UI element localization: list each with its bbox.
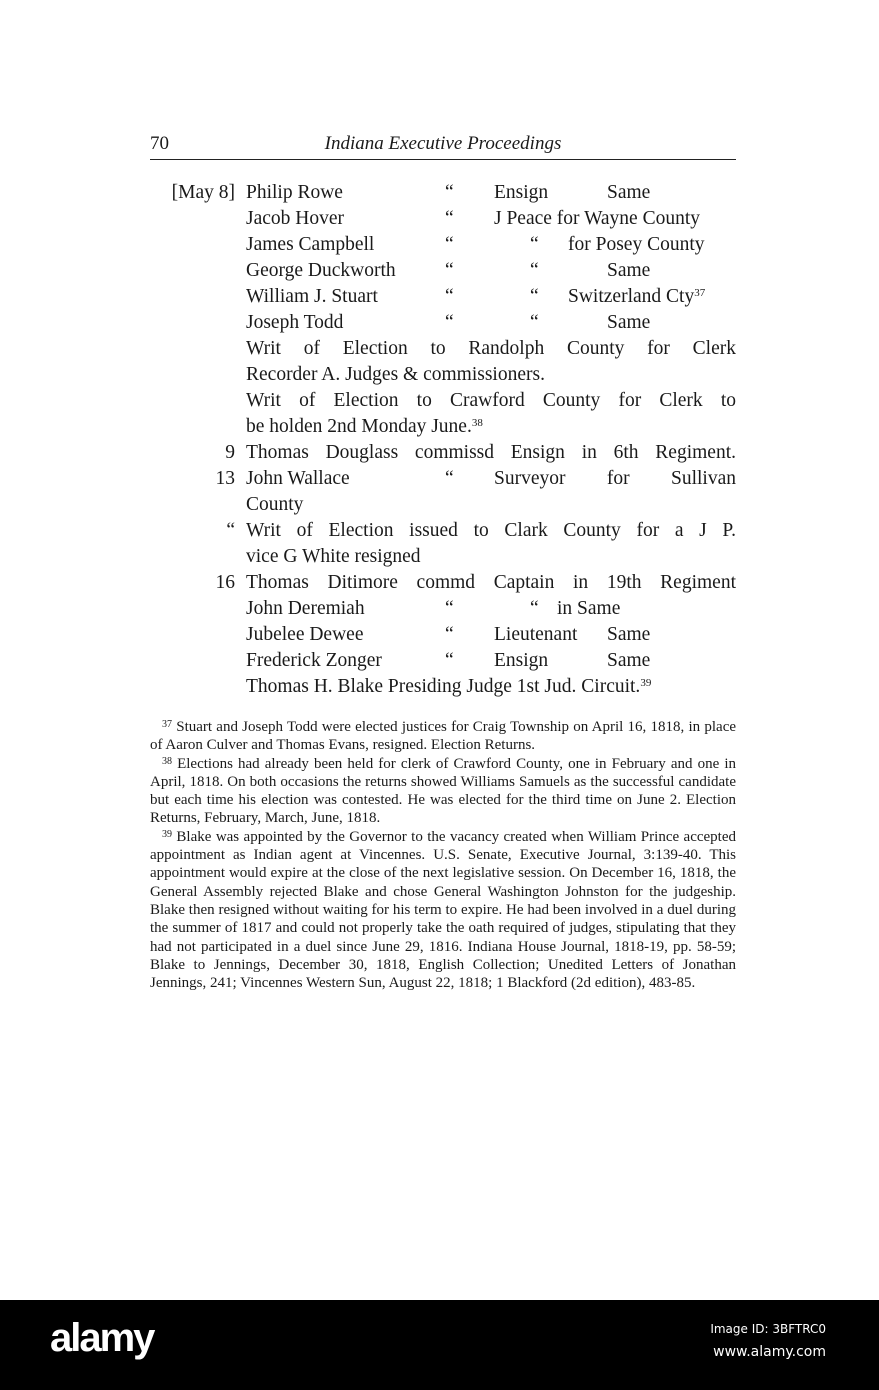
entry-line	[0, 570, 879, 596]
writ-text: Writ of Election to Randolph County for Clerk	[246, 338, 736, 359]
footnote-text: Stuart and Joseph Todd were elected justices for Craig Township on April 16, 1818, in place of Aaron Culver and Thomas Evans, resigned. Election Returns.	[150, 719, 737, 754]
running-title: Indiana Executive Proceedings	[324, 133, 562, 154]
entry-text: County	[246, 494, 304, 515]
entry-place: Same	[607, 624, 651, 645]
ditto-mark: “	[530, 234, 539, 255]
image-id: Image ID: 3BFTRC0	[710, 1322, 826, 1336]
footnote-number: 37	[162, 719, 172, 730]
entry-line	[0, 492, 879, 518]
entry-date: 9	[225, 442, 235, 463]
entry-line	[0, 518, 879, 544]
watermark-bar	[0, 1300, 879, 1390]
writ-text: be holden 2nd Monday June.	[246, 416, 472, 437]
footnote-text: Blake was appointed by the Governor to the vacancy created when William Prince accepted appointment as Indian agent at Vincennes. U.S. Senate, Executive Journal, 3:139-40. This appointment would expire at the close of the next legislative session. On December 16, 1818, the General Assembly rejected Blake and chose General Washington Johnston for the judgeship. Blake then resigned without waiting for his term to expire. He had been involved in a duel during the summer of 1817 and could not properly take the oath required of judges, stipulating that they had not participated in a duel since June 29, 1816. Indiana House Journal, 1818-19, pp. 58-59; Blake to Jennings, December 30, 1818, English Collection; Unedited Letters of Jonathan Jennings, 241; Vincennes Western Sun, August 22, 1818; 1 Blackford (2d edition), 483-85.	[150, 828, 736, 992]
ditto-mark: “	[445, 468, 454, 489]
footnote-38	[150, 755, 736, 828]
entry-name: Joseph Todd	[246, 312, 344, 333]
entry-date: 16	[215, 572, 235, 593]
entry-text: Thomas Ditimore commd Captain in 19th Regiment	[246, 572, 736, 593]
writ-line	[246, 414, 483, 440]
footnote-39	[150, 828, 736, 993]
ditto-mark: “	[445, 624, 454, 645]
entry-office: Ensign	[494, 182, 549, 203]
entry-line	[0, 544, 879, 570]
entry-place: Same	[607, 312, 651, 333]
entry-place: Same	[607, 260, 651, 281]
entry-line	[0, 622, 879, 648]
entry-date: [May 8]	[171, 182, 235, 203]
writ-text: Writ of Election to Crawford County for Clerk to	[246, 390, 736, 411]
entry-date: 13	[215, 468, 235, 489]
entry-name: Philip Rowe	[246, 182, 343, 203]
entry-office: Ensign	[494, 650, 549, 671]
entry-office: Lieutenant	[494, 624, 578, 645]
entry-place: for Posey County	[568, 234, 705, 255]
footnote-ref: 37	[694, 287, 706, 299]
entry-name: George Duckworth	[246, 260, 396, 281]
entry-name: Frederick Zonger	[246, 650, 382, 671]
entry-line	[0, 596, 879, 622]
ditto-mark: “	[530, 286, 539, 307]
place-text: Switzerland Cty	[568, 286, 695, 307]
ditto-mark: “	[226, 520, 235, 541]
entry-text: Thomas H. Blake Presiding Judge 1st Jud. Circuit.	[246, 676, 641, 697]
entry-place	[568, 284, 705, 310]
entry-line	[0, 284, 879, 310]
entry-line	[0, 180, 879, 206]
alamy-logo: alamy	[50, 1316, 154, 1360]
ditto-mark: “	[445, 234, 454, 255]
entry-place: Same	[607, 650, 651, 671]
ditto-mark: “	[445, 598, 454, 619]
entry-line	[0, 388, 879, 414]
entry-line	[0, 674, 879, 700]
ditto-mark: “	[530, 598, 539, 619]
entry-line	[0, 648, 879, 674]
footnote-text: Elections had already been held for clerk of Crawford County, one in February and one in April, 1818. On both occasions the returns showed Williams Samuels as the successful candidate but each time his election was contested. He was elected for the third time on June 2. Election Returns, February, March, June, 1818.	[150, 755, 736, 827]
footnotes	[150, 718, 736, 992]
entry-name: William J. Stuart	[246, 286, 378, 307]
entry-line	[0, 362, 879, 388]
running-header	[150, 133, 736, 160]
entry-name: James Campbell	[246, 234, 375, 255]
entry-name: John Deremiah	[246, 598, 365, 619]
ditto-mark: “	[445, 182, 454, 203]
writ-text: Writ of Election issued to Clark County for a J P.	[246, 520, 736, 541]
entry-office: J Peace for Wayne County	[494, 208, 701, 229]
ditto-mark: “	[530, 312, 539, 333]
entry-line	[0, 440, 879, 466]
ditto-mark: “	[530, 260, 539, 281]
entry-text: Thomas Douglass commissd Ensign in 6th Regiment.	[246, 442, 736, 463]
entry-office: Surveyor for Sullivan	[494, 468, 736, 489]
entry-line	[0, 336, 879, 362]
entry-line	[0, 258, 879, 284]
ditto-mark: “	[445, 650, 454, 671]
writ-text: vice G White resigned	[246, 546, 421, 567]
footnote-37	[150, 718, 736, 755]
ditto-mark: “	[445, 208, 454, 229]
entry-line	[0, 232, 879, 258]
entry-line	[0, 466, 879, 492]
writ-text: Recorder A. Judges & commissioners.	[246, 364, 545, 385]
footnote-ref: 39	[640, 677, 652, 689]
watermark-url: www.alamy.com	[713, 1344, 826, 1360]
entry-name: Jubelee Dewee	[246, 624, 364, 645]
entry-line	[0, 414, 879, 440]
entry-line	[0, 206, 879, 232]
entry-line	[0, 310, 879, 336]
ditto-mark: “	[445, 312, 454, 333]
footnote-ref: 38	[471, 417, 483, 429]
entry-place: in Same	[557, 598, 621, 619]
entry-name: John Wallace	[246, 468, 350, 489]
blake-line	[246, 674, 651, 700]
footnote-number: 39	[162, 828, 172, 840]
entry-place: Same	[607, 182, 651, 203]
ditto-mark: “	[445, 260, 454, 281]
entry-name: Jacob Hover	[246, 208, 345, 229]
ditto-mark: “	[445, 286, 454, 307]
page-number: 70	[150, 133, 169, 154]
footnote-number: 38	[162, 755, 172, 767]
